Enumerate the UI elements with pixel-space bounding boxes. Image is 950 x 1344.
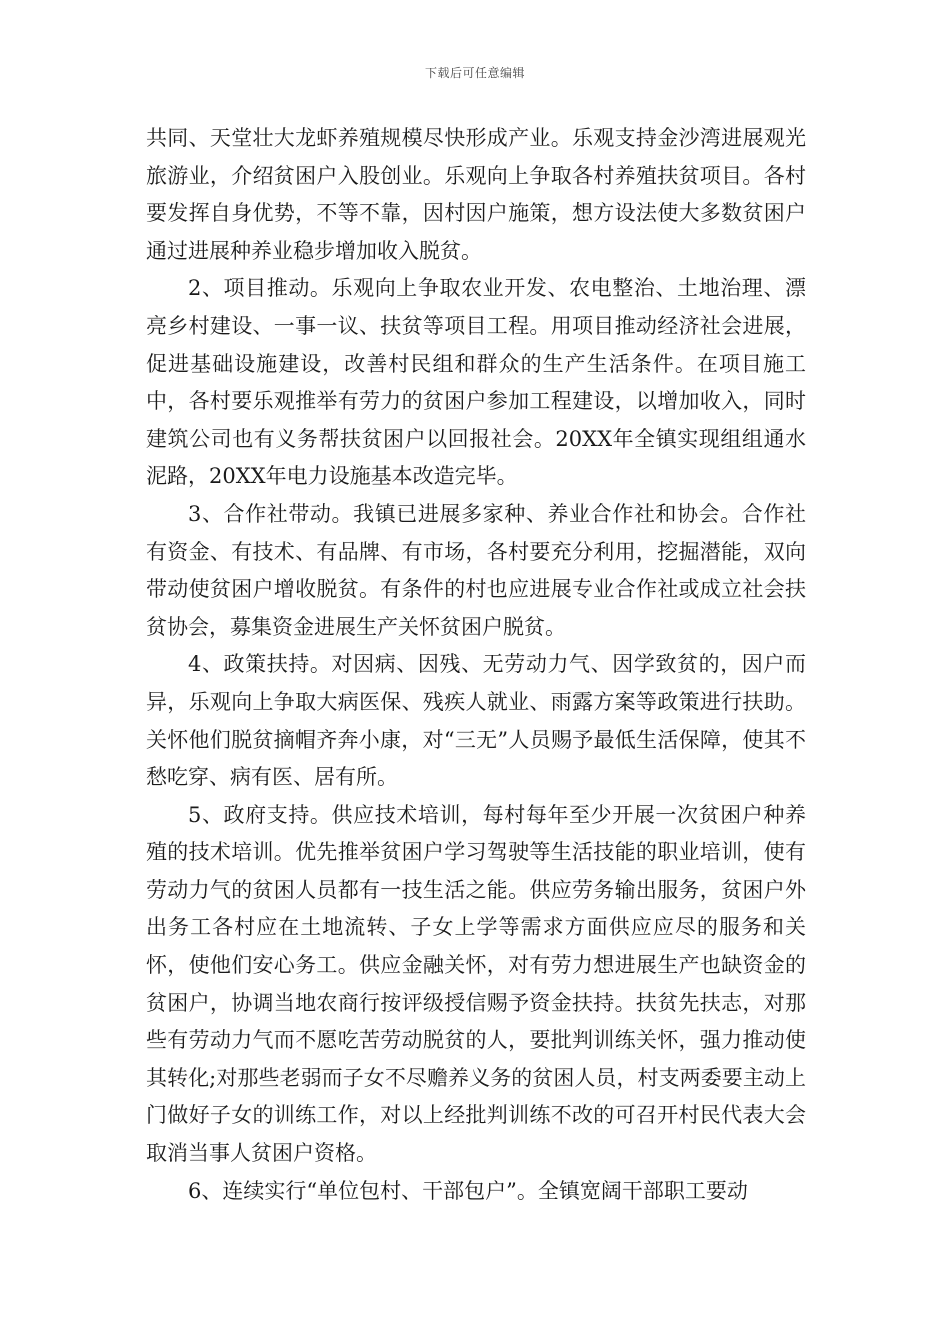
document-body xyxy=(146,120,806,1210)
paragraph-item-5-government: 5、政府支持。供应技术培训，每村每年至少开展一次贫困户种养殖的技术培训。优先推举贫困户学习驾驶等生活技能的职业培训，使有劳动力气的贫困人员都有一技生活之能。供应劳务输出服务，贫困户外出务工各村应在土地流转、子女上学等需求方面供应应尽的服务和关怀，使他们安心务工。供应金融关怀，对有劳力想进展生产也缺资金的贫困户，协调当地农商行按评级授信赐予资金扶持。扶贫先扶志，对那些有劳动力气而不愿吃苦劳动脱贫的人，要批判训练关怀，强力推动使其转化;对那些老弱而子女不尽赡养义务的贫困人员，村支两委要主动上门做好子女的训练工作，对以上经批判训练不改的可召开村民代表大会取消当事人贫困户资格。 xyxy=(146,802,806,1166)
paragraph-item-4-policy: 4、政策扶持。对因病、因残、无劳动力气、因学致贫的，因户而异，乐观向上争取大病医保、残疾人就业、雨露方案等政策进行扶助。关怀他们脱贫摘帽齐奔小康，对“三无”人员赐予最低生活保障，使其不愁吃穿、病有医、居有所。 xyxy=(146,652,806,790)
paragraph-item-2-project: 2、项目推动。乐观向上争取农业开发、农电整治、土地治理、漂亮乡村建设、一事一议、扶贫等项目工程。用项目推动经济社会进展，促进基础设施建设，改善村民组和群众的生产生活条件。在项目施工中，各村要乐观推举有劳力的贫困户参加工程建设，以增加收入，同时建筑公司也有义务帮扶贫困户以回报社会。20XX年全镇实现组组通水泥路，20XX年电力设施基本改造完毕。 xyxy=(146,276,806,489)
paragraph-item-3-cooperative: 3、合作社带动。我镇已进展多家种、养业合作社和协会。合作社有资金、有技术、有品牌、有市场，各村要充分利用，挖掘潜能，双向带动使贫困户增收脱贫。有条件的村也应进展专业合作社或成立社会扶贫协会，募集资金进展生产关怀贫困户脱贫。 xyxy=(146,501,806,639)
paragraph-continuation: 共同、天堂壮大龙虾养殖规模尽快形成产业。乐观支持金沙湾进展观光旅游业，介绍贫困户入股创业。乐观向上争取各村养殖扶贫项目。各村要发挥自身优势，不等不靠，因村因户施策，想方设法使大多数贫困户通过进展种养业稳步增加收入脱贫。 xyxy=(146,126,806,263)
paragraph-item-6-assignment: 6、连续实行“单位包村、干部包户”。全镇宽阔干部职工要动 xyxy=(188,1178,748,1203)
page-header: 下载后可任意编辑 xyxy=(424,66,525,80)
